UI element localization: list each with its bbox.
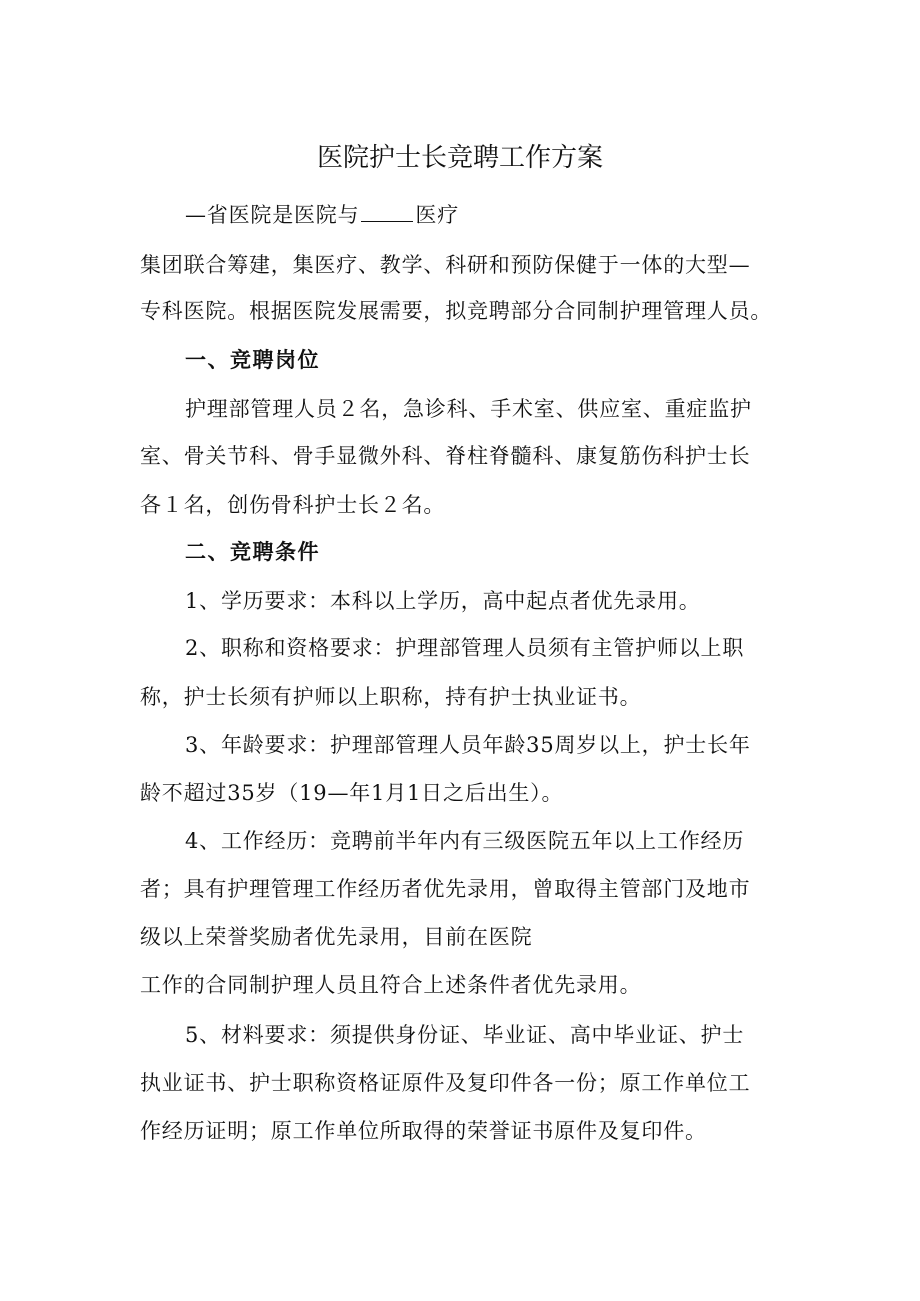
fill-in-blank bbox=[361, 201, 413, 222]
item-5-line-1: 5、材料要求：须提供身份证、毕业证、高中毕业证、护士 bbox=[185, 1023, 745, 1047]
item-3-line-1: 3、年龄要求：护理部管理人员年龄35周岁以上，护士长年 bbox=[185, 733, 751, 757]
item-3-line-2: 龄不超过35岁（19—年1月1日之后出生）。 bbox=[140, 781, 564, 805]
section-1-line-3: 各１名，创伤骨科护士长２名。 bbox=[140, 493, 446, 517]
intro-line-1-part-b: 医疗 bbox=[415, 203, 460, 227]
item-1-education: 1、学历要求：本科以上学历，高中起点者优先录用。 bbox=[185, 589, 701, 613]
intro-line-3: 专科医院。根据医院发展需要，拟竞聘部分合同制护理管理人员。 bbox=[140, 299, 773, 323]
document-title: 医院护士长竞聘工作方案 bbox=[316, 143, 603, 173]
item-2-line-1: 2、职称和资格要求：护理部管理人员须有主管护师以上职 bbox=[185, 636, 745, 660]
intro-line-2: 集团联合筹建，集医疗、教学、科研和预防保健于一体的大型— bbox=[140, 253, 751, 277]
section-1-heading: 一、竞聘岗位 bbox=[185, 348, 320, 372]
item-4-line-2: 者；具有护理管理工作经历者优先录用，曾取得主管部门及地市 bbox=[140, 877, 751, 901]
item-5-line-3: 作经历证明；原工作单位所取得的荣誉证书原件及复印件。 bbox=[140, 1119, 707, 1143]
intro-line-1-part-a: —省医院是医院与 bbox=[185, 203, 360, 227]
item-5-line-2: 执业证书、护士职称资格证原件及复印件各一份；原工作单位工 bbox=[140, 1071, 751, 1095]
item-4-line-1: 4、工作经历：竞聘前半年内有三级医院五年以上工作经历 bbox=[185, 829, 745, 853]
section-2-heading: 二、竞聘条件 bbox=[185, 540, 320, 564]
section-1-line-2: 室、骨关节科、骨手显微外科、脊柱脊髓科、康复筋伤科护士长 bbox=[140, 444, 751, 468]
section-1-line-1: 护理部管理人员２名，急诊科、手术室、供应室、重症监护 bbox=[185, 397, 752, 421]
item-4-line-4: 工作的合同制护理人员且符合上述条件者优先录用。 bbox=[140, 973, 642, 997]
intro-line-1 bbox=[185, 200, 459, 230]
item-4-line-3: 级以上荣誉奖励者优先录用，目前在医院 bbox=[140, 925, 533, 949]
item-2-line-2: 称，护士长须有护师以上职称，持有护士执业证书。 bbox=[140, 685, 642, 709]
